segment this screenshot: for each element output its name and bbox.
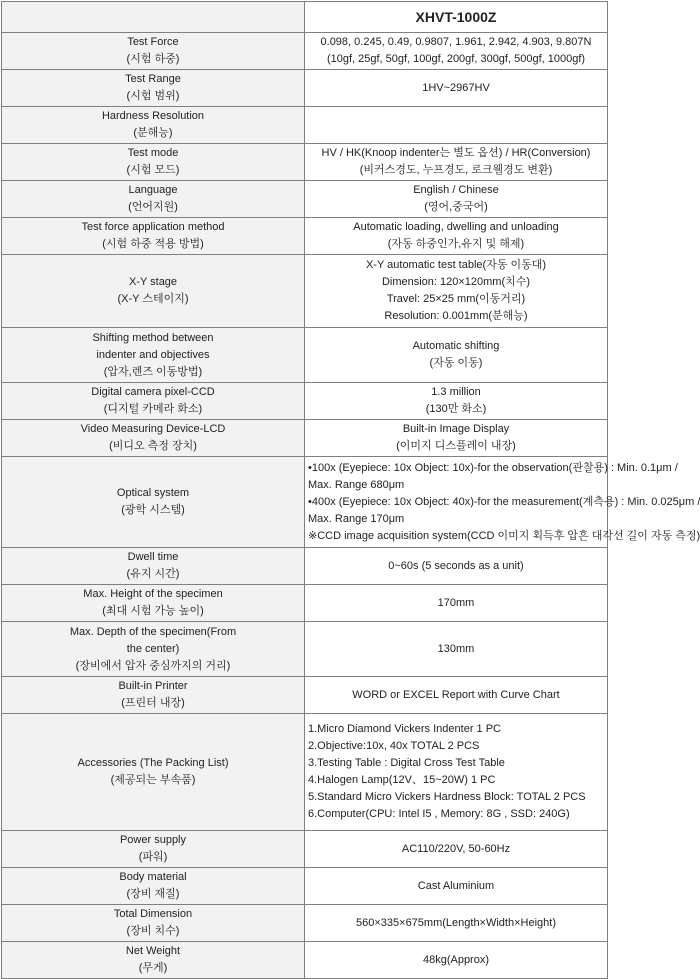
spec-label	[2, 714, 305, 831]
spec-value	[305, 622, 608, 677]
spec-label	[2, 255, 305, 328]
spec-value-line: 1HV~2967HV	[422, 81, 490, 94]
spec-value	[305, 383, 608, 420]
spec-row	[2, 548, 608, 585]
model-title: XHVT-1000Z	[305, 2, 608, 33]
spec-value-line: Travel: 25×25 mm(이동거리)	[386, 293, 526, 305]
spec-row	[2, 585, 608, 622]
spec-value-line: Resolution: 0.001mm(분해능)	[384, 310, 528, 322]
spec-value-line: 170mm	[437, 596, 475, 609]
spec-value-line: 1.3 million	[431, 386, 481, 398]
spec-label-line: (디지털 카메라 화소)	[103, 403, 203, 415]
spec-value-line: AC110/220V, 50-60Hz	[401, 842, 511, 855]
spec-value-line: HV / HK(Knoop indenter는 별도 옵션) / HR(Conversion)	[321, 147, 591, 159]
spec-value	[305, 107, 608, 144]
spec-label-line: Language	[128, 184, 178, 196]
spec-label-line: (광학 시스템)	[121, 504, 185, 516]
spec-value-line: 130mm	[437, 642, 475, 655]
spec-label-line: Max. Depth of the specimen(From	[69, 625, 237, 638]
spec-row	[2, 70, 608, 107]
spec-label	[2, 181, 305, 218]
spec-label	[2, 218, 305, 255]
spec-value-line: Max. Range 170μm	[308, 512, 405, 525]
spec-label-line: (시험 범위)	[126, 90, 180, 102]
spec-label-line: Total Dimension	[113, 908, 193, 920]
spec-table	[1, 1, 700, 979]
spec-value-line: 0.098, 0.245, 0.49, 0.9807, 1.961, 2.942, 4.903, 9.807N	[320, 36, 592, 48]
spec-label	[2, 107, 305, 144]
spec-label-line: (파워)	[138, 851, 168, 863]
spec-value-line: 6.Computer(CPU: Intel I5 , Memory: 8G , SSD: 240G)	[308, 808, 570, 820]
spec-label	[2, 144, 305, 181]
spec-label	[2, 70, 305, 107]
spec-value-line: WORD or EXCEL Report with Curve Chart	[352, 688, 560, 701]
spec-value-line: •400x (Eyepiece: 10x Object: 40x)-for the measurement(계측용) : Min. 0.025μm /	[308, 495, 700, 508]
spec-label-line: Body material	[119, 871, 187, 883]
spec-label-line: Optical system	[116, 487, 190, 499]
spec-value-line: 4.Halogen Lamp(12V、15~20W) 1 PC	[308, 774, 496, 786]
spec-body	[2, 33, 700, 979]
spec-label	[2, 328, 305, 383]
spec-label	[2, 383, 305, 420]
spec-label-line: (최대 시험 가능 높이)	[102, 605, 204, 617]
spec-row	[2, 328, 608, 383]
spec-label-line: Digital camera pixel-CCD	[91, 386, 215, 398]
spec-value	[305, 420, 608, 457]
spec-value-line: (영어,중국어)	[424, 201, 488, 213]
spec-label-line: Accessories (The Packing List)	[77, 757, 229, 769]
spec-label	[2, 942, 305, 979]
spec-label	[2, 905, 305, 942]
spec-label-line: (언어지원)	[128, 201, 178, 213]
spec-value-line: Cast Aluminium	[417, 879, 495, 892]
spec-row	[2, 677, 608, 714]
spec-label-line: (무게)	[138, 962, 168, 974]
spec-label-line: (시험 하중 적용 방법)	[102, 238, 204, 250]
spec-row	[2, 383, 608, 420]
spec-row	[2, 107, 608, 144]
spec-label-line: (시험 하중)	[126, 53, 180, 65]
spec-label-line: indenter and objectives	[96, 348, 210, 361]
spec-value	[305, 677, 608, 714]
spec-label-line: (분해능)	[133, 127, 173, 139]
spec-value	[305, 831, 608, 868]
title-row	[2, 2, 608, 33]
spec-label	[2, 831, 305, 868]
spec-row	[2, 218, 608, 255]
spec-value-line: •100x (Eyepiece: 10x Object: 10x)-for the observation(관찰용) : Min. 0.1μm /	[308, 461, 678, 474]
spec-value-line: 0~60s (5 seconds as a unit)	[388, 559, 524, 572]
spec-label	[2, 677, 305, 714]
spec-value	[305, 255, 608, 328]
spec-row	[2, 33, 608, 70]
spec-value-line: 48kg(Approx)	[422, 953, 490, 966]
spec-label-line: (압자,렌즈 이동방법)	[103, 365, 203, 378]
spec-value-line: 560×335×675mm(Length×Width×Height)	[356, 916, 556, 929]
spec-row	[2, 942, 608, 979]
spec-value-line: ※CCD image acquisition system(CCD 이미지 획득후 압흔 대각선 길이 자동 측정)	[308, 529, 700, 542]
spec-label-line: Shifting method between	[92, 331, 214, 344]
spec-label-line: Test mode	[127, 147, 179, 159]
spec-label-line: Max. Height of the specimen	[83, 588, 223, 600]
spec-label-line: the center)	[126, 642, 180, 655]
spec-label-line: Test force application method	[81, 221, 225, 233]
spec-label-line: (장비 치수)	[126, 925, 180, 937]
spec-value-line: (130만 화소)	[425, 403, 487, 415]
spec-label-line: X-Y stage	[128, 276, 178, 288]
spec-label-line: (제공되는 부속품)	[110, 774, 196, 786]
spec-value	[305, 70, 608, 107]
spec-label-line: (유지 시간)	[126, 568, 180, 580]
spec-row	[2, 420, 608, 457]
spec-value-line: Automatic shifting	[412, 340, 500, 352]
spec-label-line: (X-Y 스테이지)	[117, 293, 189, 305]
spec-label-line: (장비에서 압자 중심까지의 거리)	[75, 659, 231, 672]
spec-value-line: Automatic loading, dwelling and unloading	[353, 221, 559, 233]
spec-row	[2, 181, 608, 218]
spec-value	[305, 328, 608, 383]
spec-label-line: Built-in Printer	[118, 680, 188, 692]
spec-row	[2, 457, 608, 548]
spec-value	[305, 33, 608, 70]
spec-value	[305, 181, 608, 218]
spec-row	[2, 831, 608, 868]
spec-row	[2, 622, 608, 677]
spec-value-line: X-Y automatic test table(자동 이동대)	[365, 259, 547, 271]
spec-value-line: (비커스경도, 누프경도, 로크웰경도 변환)	[359, 164, 553, 176]
spec-value-line: 1.Micro Diamond Vickers Indenter 1 PC	[308, 723, 501, 735]
spec-label-line: (프린터 내장)	[121, 697, 185, 709]
spec-value	[305, 218, 608, 255]
spec-label	[2, 457, 305, 548]
spec-row	[2, 905, 608, 942]
spec-value-line: 5.Standard Micro Vickers Hardness Block: TOTAL 2 PCS	[308, 791, 586, 803]
spec-value-line: (자동 이동)	[429, 357, 483, 369]
spec-value	[305, 905, 608, 942]
spec-label	[2, 622, 305, 677]
spec-value-line: Built-in Image Display	[402, 423, 510, 435]
spec-value	[305, 457, 700, 548]
spec-value-line: 2.Objective:10x, 40x TOTAL 2 PCS	[308, 740, 480, 752]
spec-label	[2, 585, 305, 622]
spec-label	[2, 420, 305, 457]
spec-row	[2, 255, 608, 328]
spec-label-line: (시험 모드)	[126, 164, 180, 176]
spec-value	[305, 942, 608, 979]
spec-value-line: (10gf, 25gf, 50gf, 100gf, 200gf, 300gf, 500gf, 1000gf)	[326, 53, 586, 65]
spec-label	[2, 33, 305, 70]
spec-row	[2, 144, 608, 181]
spec-label-line: (장비 재질)	[126, 888, 180, 900]
spec-value	[305, 548, 608, 585]
spec-value	[305, 714, 608, 831]
spec-label	[2, 868, 305, 905]
spec-label-line: Test Range	[125, 73, 181, 85]
spec-value	[305, 868, 608, 905]
spec-row	[2, 868, 608, 905]
spec-row	[2, 714, 608, 831]
spec-value-line: (자동 하중인가,유지 및 해제)	[387, 238, 525, 250]
spec-value-line: 3.Testing Table : Digital Cross Test Table	[308, 757, 505, 769]
spec-label-line: Test Force	[127, 36, 179, 48]
spec-label-line: Dwell time	[127, 551, 179, 563]
spec-value-line: Dimension: 120×120mm(치수)	[381, 276, 531, 288]
title-label-cell	[2, 2, 305, 33]
spec-value	[305, 144, 608, 181]
spec-value	[305, 585, 608, 622]
spec-value-line: Max. Range 680μm	[308, 478, 405, 491]
spec-label-line: Power supply	[119, 834, 187, 846]
spec-label-line: Hardness Resolution	[101, 110, 205, 122]
spec-label-line: Video Measuring Device-LCD	[80, 423, 226, 435]
spec-label-line: (비디오 측정 장치)	[109, 440, 197, 452]
spec-value-line: (이미지 디스플레이 내장)	[396, 440, 516, 452]
spec-label	[2, 548, 305, 585]
spec-label-line: Net Weight	[125, 945, 181, 957]
spec-value-line: English / Chinese	[413, 184, 499, 196]
